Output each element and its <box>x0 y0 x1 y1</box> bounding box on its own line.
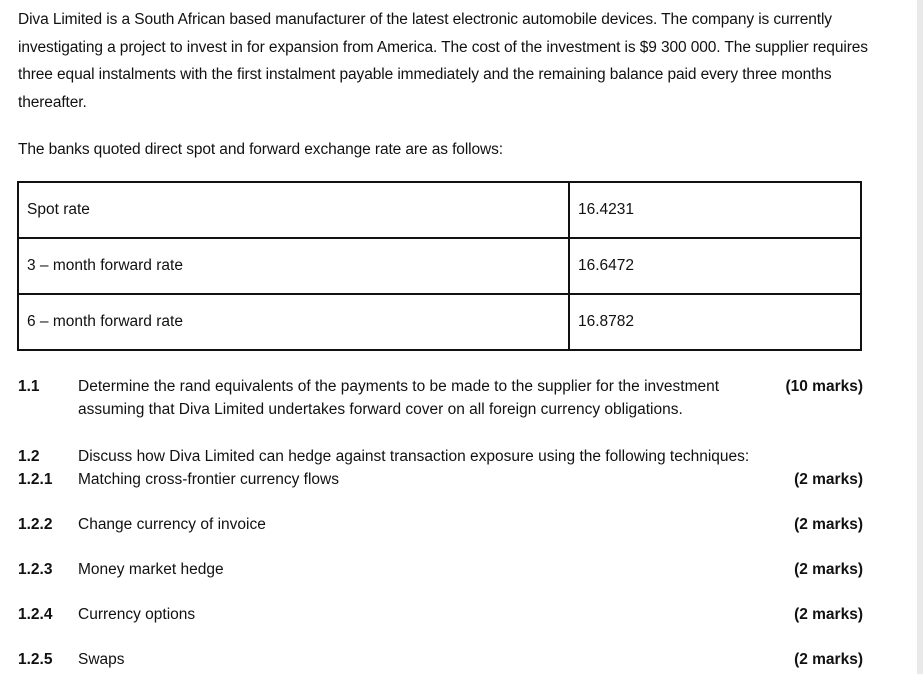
question-1-2-1 <box>18 468 863 491</box>
question-marks: (2 marks) <box>794 606 863 623</box>
table-row <box>18 238 861 294</box>
rate-value: 16.8782 <box>569 294 861 350</box>
question-marks: (2 marks) <box>794 516 863 533</box>
question-marks: (2 marks) <box>794 471 863 488</box>
question-marks: (2 marks) <box>794 561 863 578</box>
question-marks: (10 marks) <box>785 378 863 395</box>
question-text: Discuss how Diva Limited can hedge against transaction exposure using the following techniques: <box>78 448 750 465</box>
question-text: Matching cross-frontier currency flows <box>78 471 339 488</box>
question-1-2-2 <box>18 513 863 536</box>
question-number: 1.2.5 <box>18 651 53 668</box>
question-1-1 <box>18 375 863 423</box>
question-number: 1.2.1 <box>18 471 53 488</box>
page-edge-divider <box>917 0 923 674</box>
rate-label: 6 – month forward rate <box>18 294 569 350</box>
table-intro-text: The banks quoted direct spot and forward exchange rate are as follows: <box>18 141 503 158</box>
question-number: 1.2.4 <box>18 606 53 623</box>
question-1-2-3 <box>18 558 863 581</box>
rate-value: 16.6472 <box>569 238 861 294</box>
table-row <box>18 294 861 350</box>
question-text: Currency options <box>78 606 196 623</box>
question-number: 1.2 <box>18 448 40 465</box>
question-marks: (2 marks) <box>794 651 863 668</box>
table-row <box>18 182 861 238</box>
rate-label: 3 – month forward rate <box>18 238 569 294</box>
question-number: 1.1 <box>18 378 40 395</box>
question-1-2-5 <box>18 648 863 671</box>
question-number: 1.2.2 <box>18 516 53 533</box>
question-text: Money market hedge <box>78 561 224 578</box>
rate-label: Spot rate <box>18 182 569 238</box>
question-1-2-4 <box>18 603 863 626</box>
question-text: Change currency of invoice <box>78 516 266 533</box>
rate-value: 16.4231 <box>569 182 861 238</box>
question-number: 1.2.3 <box>18 561 53 578</box>
question-text: Determine the rand equivalents of the payments to be made to the supplier for the investment assuming that Diva Limited undertakes forward cover on all foreign currency obligations. <box>78 378 720 418</box>
exchange-rate-table <box>17 181 862 351</box>
intro-paragraph: Diva Limited is a South African based manufacturer of the latest electronic automobile devices. The company is currently investigating a project to invest in for expansion from America. The cost of the investment is $9 300 000. The supplier requires three equal instalments with the first instalment payable immediately and the remaining balance paid every three months thereafter. <box>18 11 868 111</box>
question-1-2 <box>18 445 863 468</box>
question-text: Swaps <box>78 651 125 668</box>
